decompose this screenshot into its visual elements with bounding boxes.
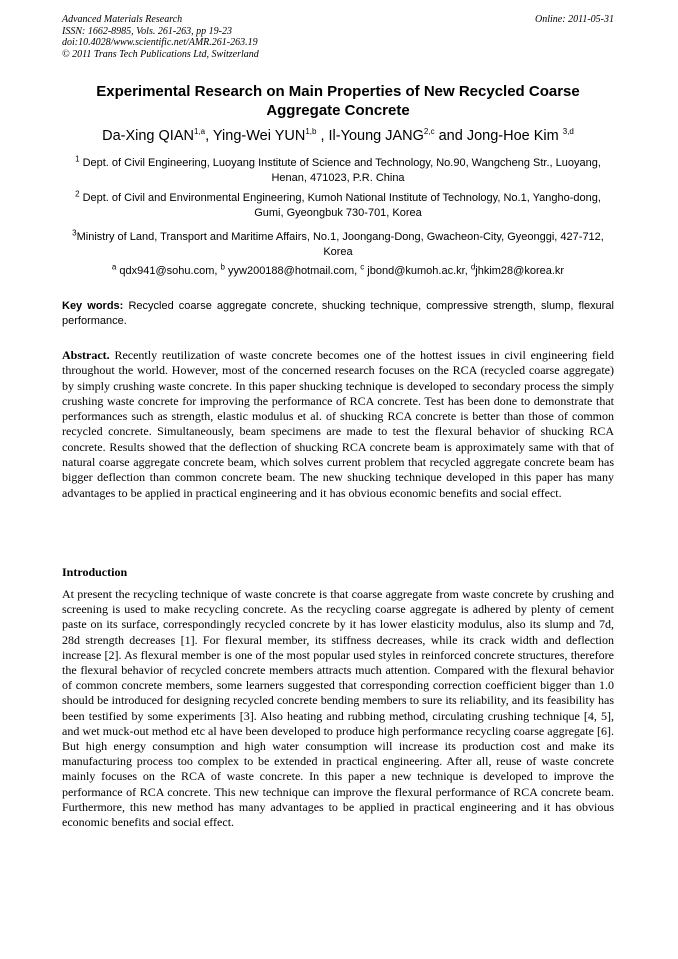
author-name: Il-Young JANG bbox=[328, 128, 424, 144]
online-date: Online: 2011-05-31 bbox=[535, 14, 614, 25]
affiliation-text: Dept. of Civil Engineering, Luoyang Institute of Science and Technology, No.90, Wangcheng Str., Luoyang, Henan, 471023, P.R. China bbox=[79, 157, 601, 184]
title-line-2: Aggregate Concrete bbox=[266, 102, 410, 119]
affiliation-1 bbox=[62, 156, 614, 186]
author-separator: , bbox=[205, 128, 213, 144]
email-mark: b bbox=[220, 262, 225, 272]
email-address[interactable]: yyw200188@hotmail.com, bbox=[224, 265, 361, 277]
email-address[interactable]: jbond@kumoh.ac.kr, bbox=[364, 265, 471, 277]
affiliation-text: Dept. of Civil and Environmental Engineering, Kumoh National Institute of Technology, No.1, Yangho-dong, Gumi, Gyeongbuk 730-701, Korea bbox=[79, 192, 601, 219]
author-affiliation-mark: 1,a bbox=[193, 127, 206, 137]
affiliation-number: 2 bbox=[75, 189, 80, 199]
journal-name: Advanced Materials Research bbox=[62, 14, 183, 25]
copyright-line: © 2011 Trans Tech Publications Ltd, Switzerland bbox=[62, 48, 259, 60]
author-separator: and bbox=[434, 128, 467, 144]
author-separator: , bbox=[316, 128, 329, 144]
affiliation-number: 1 bbox=[75, 154, 80, 164]
email-mark: c bbox=[360, 262, 365, 272]
affiliation-number: 3 bbox=[72, 228, 77, 238]
email-address[interactable]: jhkim28@korea.kr bbox=[475, 265, 565, 277]
keywords-label: Key words: bbox=[62, 300, 124, 312]
paper-title bbox=[62, 82, 614, 120]
author-affiliation-mark: 1,b bbox=[305, 127, 317, 137]
journal-header bbox=[62, 14, 614, 60]
abstract-text: Recently reutilization of waste concrete becomes one of the hottest issues in civil engineering field throughout the world. However, most of the concerned research focuses on the RCA (recycled coarse aggregate) by simply crushing waste concrete. In this paper shucking technique is developed to secondary process the simply crushing waste concrete for improving the performance of RCA concrete. Test has been done to demonstrate that performances such as strength, elastic modulus et al. of shucking RCA concrete is better than those of common recycled concrete. Simultaneously, beam specimens are made to test the flexural behavior of shucking RCA concrete. Results showed that the deflection of shucking RCA concrete beam is approximately same with that of natural coarse aggregate concrete beam, which solves current problem that recycled aggregate concrete beam has bigger deflection than common concrete beam. The new shucking technique developed in this paper has many advantages to be applied in practical engineering and it has obvious economic benefits and social effect. bbox=[62, 348, 614, 500]
email-mark: a bbox=[111, 262, 117, 272]
keywords-text: Recycled coarse aggregate concrete, shucking technique, compressive strength, slump, flexural performance. bbox=[62, 300, 614, 327]
email-address[interactable]: qdx941@sohu.com, bbox=[116, 265, 221, 277]
keywords-section bbox=[62, 299, 614, 329]
author-affiliation-mark: 3,d bbox=[562, 127, 574, 137]
issn-line: ISSN: 1662-8985, Vols. 261-263, pp 19-23 bbox=[62, 25, 232, 37]
author-affiliation-mark: 2,c bbox=[423, 127, 435, 137]
author-emails bbox=[62, 264, 614, 279]
author-name: Da-Xing QIAN bbox=[102, 128, 194, 144]
affiliation-2 bbox=[62, 191, 614, 221]
affiliation-text: Ministry of Land, Transport and Maritime Affairs, No.1, Joongang-Dong, Gwacheon-City, Gyeonggi, 427-712, Korea bbox=[76, 231, 604, 258]
author-list bbox=[62, 127, 614, 145]
author-name: Ying-Wei YUN bbox=[212, 128, 306, 144]
title-line-1: Experimental Research on Main Properties of New Recycled Coarse bbox=[96, 83, 580, 100]
abstract-section bbox=[62, 348, 614, 501]
introduction-paragraph: At present the recycling technique of waste concrete is that coarse aggregate from waste concrete by crushing and screening is used to make recycling concrete. As the recycling coarse aggregate is adhered by plenty of cement paste on its surface, correspondingly recycled concrete by it has lower elasticity modulus, also its slump and 7d, 28d strength decreases [1]. For flexural member, its stiffness decreases, while its crack width and deflection increase [2]. As flexural member is one of the most popular used styles in reinforced concrete structures, therefore the flexural behavior of recycled concrete members attracts much attention. Compared with the flexural behavior of common concrete members, some learners suggested that corresponding correction coefficient bigger than 1.0 should be introduced for designing recycled concrete bending members to sure its reliability, and its feasibility has been testified by some experiments [3]. Also heating and rubbing method, circulating crushing technique [4, 5], and wet muck-out method etc al have been developed to produce high performance recycling coarse aggregate [6]. But high energy consumption and high water consumption will increase its production cost and make its manufacturing process too complex to be extended in practical engineering. After all, reuse of waste concrete mainly focuses on the RCA of waste concrete. In this paper a new technique is developed to improve the performance of RCA concrete. This new technique can improve the flexural performance of RCA concrete beam. Furthermore, this new method has many advantages to be applied in practical engineering and it has obvious economic benefits and social effect. bbox=[62, 587, 614, 830]
abstract-label: Abstract. bbox=[62, 348, 110, 362]
email-mark: d bbox=[470, 262, 476, 272]
introduction-heading: Introduction bbox=[62, 565, 128, 579]
affiliation-3 bbox=[62, 230, 614, 260]
author-name: Jong-Hoe Kim bbox=[466, 128, 563, 144]
doi-line: doi:10.4028/www.scientific.net/AMR.261-263.19 bbox=[62, 37, 258, 48]
